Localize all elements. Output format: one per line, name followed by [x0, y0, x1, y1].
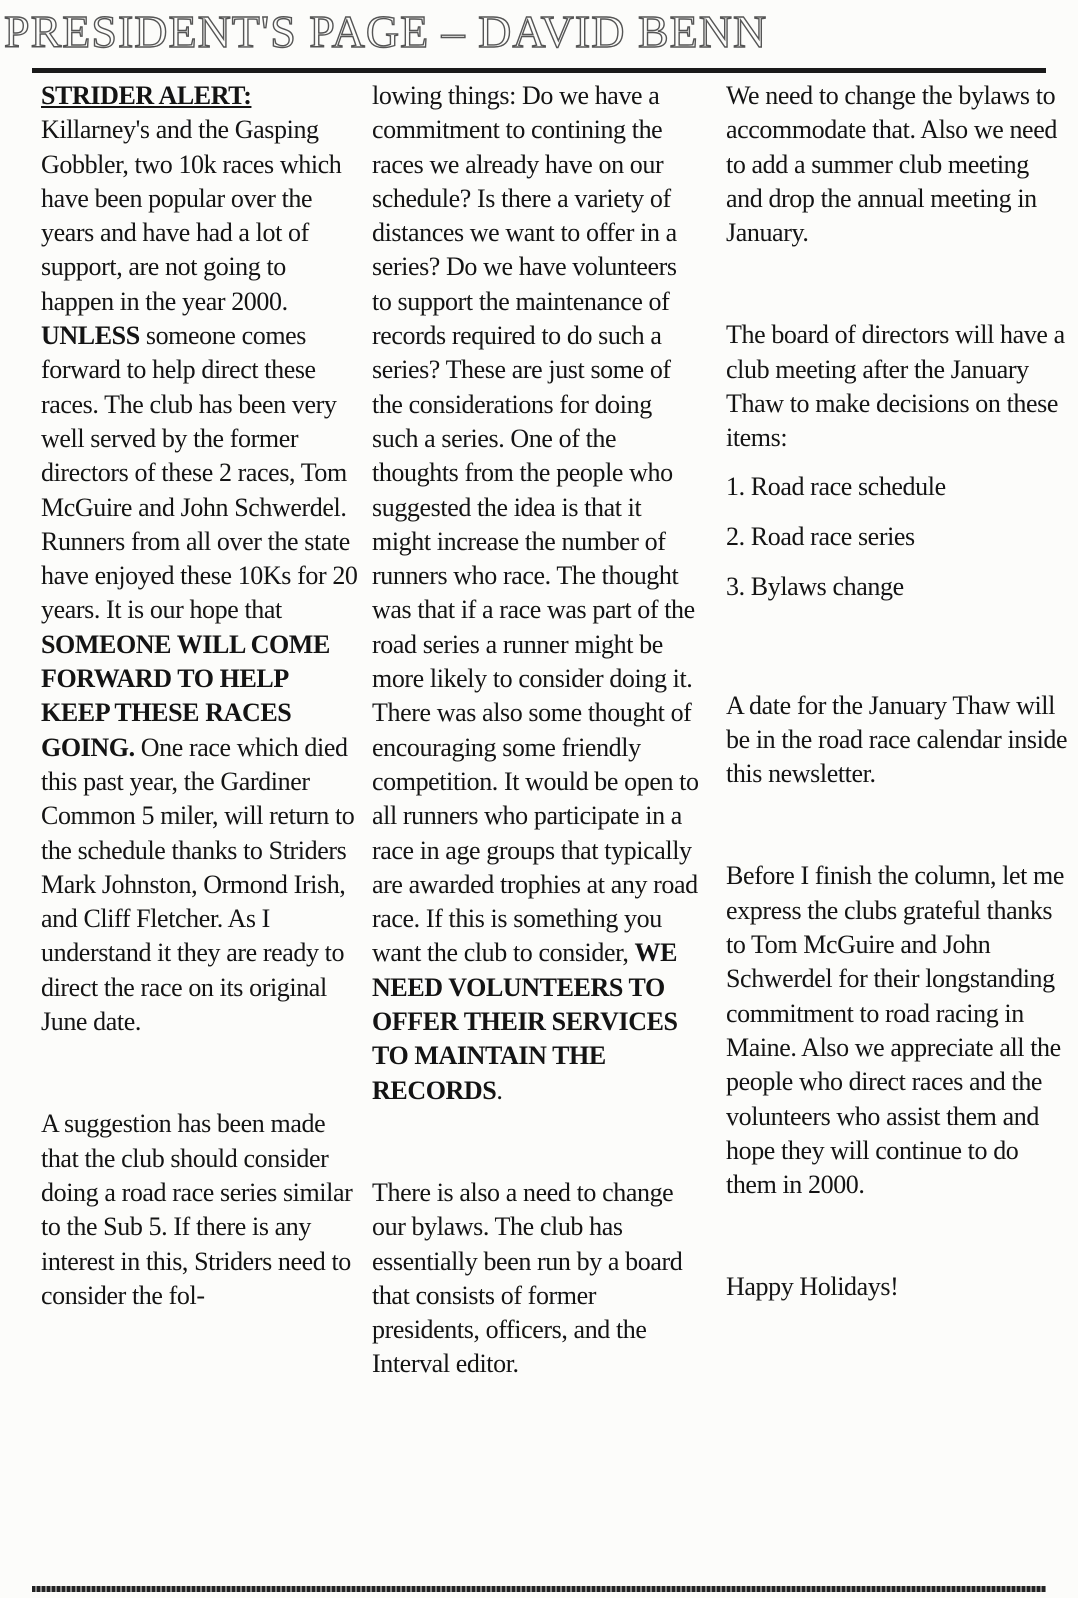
- text-run: someone comes forward to help direct these races. The club has been very well served by the former directors of these 2 races, Tom McGuire and John Schwerdel. Runners from all over the state have enjoyed these 10Ks for 20 years. It is our hope that: [41, 321, 358, 625]
- text-run: One race which died this past year, the Gardiner Common 5 miler, will return to the schedule thanks to Striders Mark Johnston, Ormond Irish, and Cliff Fletcher. As I understand it they are ready to direct the race on its original June date.: [41, 732, 355, 1037]
- column-2-paragraph-1: [372, 79, 702, 1108]
- list-item: 3. Bylaws change: [726, 572, 904, 602]
- column-2-paragraph-2: There is also a need to change our bylaws. The club has essentially been run by a board that consists of former presidents, officers, and the Interval editor.: [372, 1177, 683, 1379]
- strider-alert-heading: STRIDER ALERT:: [41, 81, 252, 110]
- text-run: Killarney's and the Gasping Gobbler, two 10k races which have been popular over the years and have had a lot of support, are not going to happen in the year 2000.: [41, 115, 342, 316]
- column-3-paragraph-5: Happy Holidays!: [726, 1272, 899, 1302]
- list-item: 2. Road race series: [726, 521, 915, 551]
- page-title: PRESIDENT'S PAGE – DAVID BENN: [4, 6, 768, 57]
- someone-emphasis: SOMEONE WILL COME FORWARD TO HELP KEEP THESE RACES GOING.: [41, 629, 330, 762]
- column-3: [726, 79, 1071, 1305]
- unless-emphasis: UNLESS: [41, 321, 140, 351]
- text-run: .: [496, 1075, 503, 1105]
- column-2: [372, 79, 702, 1382]
- top-rule: [32, 68, 1046, 73]
- bottom-rule: [32, 1586, 1046, 1592]
- text-run: lowing things: Do we have a commitment to contining the races we already have on our schedule? Is there a variety of distances we want to offer in a series? Do we have volunteers to support the maintenance of records required to do such a series? These are just some of the considerations for doing such a series. One of the thoughts from the people who suggested the idea is that it might increase the number of runners who race. The thought was that if a race was part of the road series a runner might be more likely to consider doing it. There was also some thought of encouraging some friendly competition. It would be open to all runners who participate in a race in age groups that typically are awarded trophies at any road race. If this is something you want the club to consider,: [372, 81, 699, 968]
- list-item: 1. Road race schedule: [726, 471, 946, 501]
- volunteers-emphasis: WE NEED VOLUNTEERS TO OFFER THEIR SERVICES TO MAINTAIN THE RECORDS: [372, 938, 678, 1105]
- column-3-paragraph-1: We need to change the bylaws to accommodate that. Also we need to add a summer club meeting and drop the annual meeting in January.: [726, 81, 1057, 248]
- column-1-paragraph-2: A suggestion has been made that the club should consider doing a road race series similar to the Sub 5. If there is any interest in this, Striders need to consider the fol-: [41, 1109, 353, 1310]
- column-3-paragraph-2: The board of directors will have a club meeting after the January Thaw to make decisions on these items:: [726, 320, 1065, 453]
- column-1-paragraph-1: [41, 79, 359, 1039]
- column-1: [41, 79, 359, 1313]
- decision-items-list: [726, 470, 1071, 605]
- column-3-paragraph-3: A date for the January Thaw will be in the road race calendar inside this newsletter.: [726, 690, 1068, 789]
- column-3-paragraph-4: Before I finish the column, let me express the clubs grateful thanks to Tom McGuire and John Schwerdel for their longstanding commitment to road racing in Maine. Also we appreciate all the people who direct races and the volunteers who assist them and hope they will continue to do them in 2000.: [726, 861, 1065, 1200]
